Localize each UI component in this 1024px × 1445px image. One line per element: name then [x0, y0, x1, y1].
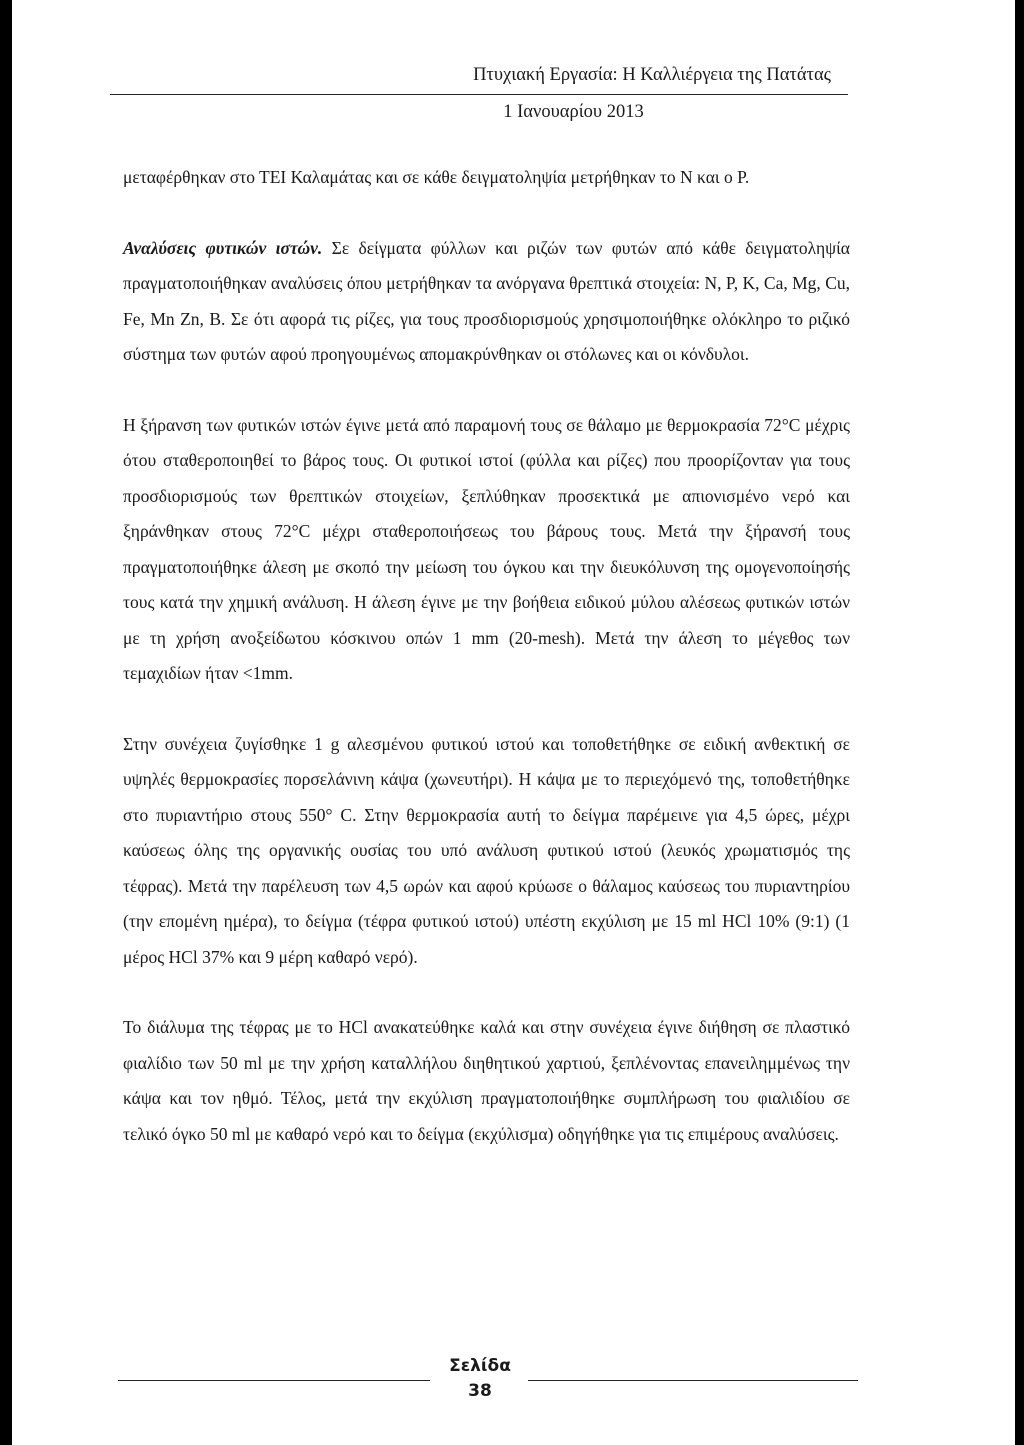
body-text	[123, 160, 850, 1152]
paragraph-4: Στην συνέχεια ζυγίσθηκε 1 g αλεσμένου φυτικού ιστού και τοποθετήθηκε σε ειδική ανθεκτική σε υψηλές θερμοκρασίες πορσελάνινη κάψα (χωνευτήρι). Η κάψα με το περιεχόμενό της, τοποθετήθηκε στο πυριαντήριο στους 550° C. Στην θερμοκρασία αυτή το δείγμα παρέμεινε για 4,5 ώρες, μέχρι καύσεως όλης της οργανικής ουσίας του υπό ανάλυση φυτικού ιστού (λευκός χρωματισμός της τέφρας). Μετά την παρέλευση των 4,5 ωρών και αφού κρύωσε ο θάλαμος καύσεως του πυριαντηρίου (την επομένη ημέρα), το δείγμα (τέφρα φυτικού ιστού) υπέστη εκχύλιση με 15 ml HCl 10% (9:1) (1 μέρος HCl 37% και 9 μέρη καθαρό νερό).	[123, 733, 850, 967]
section-subheading: Αναλύσεις φυτικών ιστών.	[123, 237, 323, 258]
page-footer	[12, 1352, 1015, 1412]
paragraph-gap	[123, 373, 850, 408]
paragraph-gap	[123, 975, 850, 1010]
header-rule	[110, 94, 848, 95]
page-number: 38	[468, 1381, 492, 1401]
paragraph-2-text: Σε δείγματα φύλλων και ριζών των φυτών από κάθε δειγματοληψία πραγματοποιήθηκαν αναλύσεις όπου μετρήθηκαν τα ανόργανα θρεπτικά στοιχεία: N, P, K, Ca, Mg, Cu, Fe, Mn Zn, B. Σε ότι αφορά τις ρίζες, για τους προσδιορισμούς χρησιμοποιήθηκε ολόκληρο το ριζικό σύστημα των φυτών αφού προηγουμένως απομακρύνθηκαν οι στόλωνες και οι κόνδυλοι.	[123, 237, 850, 364]
footer-rule-right	[528, 1380, 858, 1381]
document-page	[12, 0, 1015, 1445]
paragraph-gap	[123, 692, 850, 727]
paragraph-1: μεταφέρθηκαν στο ΤΕΙ Καλαμάτας και σε κάθε δειγματοληψία μετρήθηκαν το Ν και ο Ρ.	[123, 167, 750, 187]
page-label: Σελίδα	[449, 1356, 511, 1376]
paragraph-3: Η ξήρανση των φυτικών ιστών έγινε μετά από παραμονή τους σε θάλαμο με θερμοκρασία 72°C μέχρις ότου σταθεροποιηθεί το βάρος τους. Οι φυτικοί ιστοί (φύλλα και ρίζες) που προορίζονταν για τους προσδιορισμούς των θρεπτικών στοιχείων, ξεπλύθηκαν προσεκτικά με απιονισμένο νερό και ξηράνθηκαν στους 72°C μέχρι σταθεροποιήσεως του βάρους τους. Μετά την ξήρανσή τους πραγματοποιήθηκε άλεση με σκοπό την μείωση του όγκου και την διευκόλυνση της ομογενοποίησής τους κατά την χημική ανάλυση. Η άλεση έγινε με την βοήθεια ειδικού μύλου αλέσεως φυτικών ιστών με τη χρήση ανοξείδωτου κόσκινου οπών 1 mm (20-mesh). Μετά την άλεση το μέγεθος των τεμαχιδίων ήταν <1mm.	[123, 414, 850, 683]
paragraph-2	[123, 231, 850, 373]
running-header	[110, 62, 835, 88]
header-date: 1 Ιανουαρίου 2013	[503, 102, 644, 122]
header-title: Πτυχιακή Εργασία: Η Καλλιέργεια της Πατάτας	[473, 65, 831, 85]
footer-rule-left	[118, 1380, 430, 1381]
paragraph-gap	[123, 196, 850, 231]
paragraph-5: Το διάλυμα της τέφρας με το HCl ανακατεύθηκε καλά και στην συνέχεια έγινε διήθηση σε πλαστικό φιαλίδιο των 50 ml με την χρήση καταλλήλου διηθητικού χαρτιού, ξεπλένοντας επανειλημμένως την κάψα και τον ηθμό. Τέλος, μετά την εκχύλιση πραγματοποιήθηκε συμπλήρωση του φιαλιδίου σε τελικό όγκο 50 ml με καθαρό νερό και το δείγμα (εκχύλισμα) οδηγήθηκε για τις επιμέρους αναλύσεις.	[123, 1017, 850, 1144]
